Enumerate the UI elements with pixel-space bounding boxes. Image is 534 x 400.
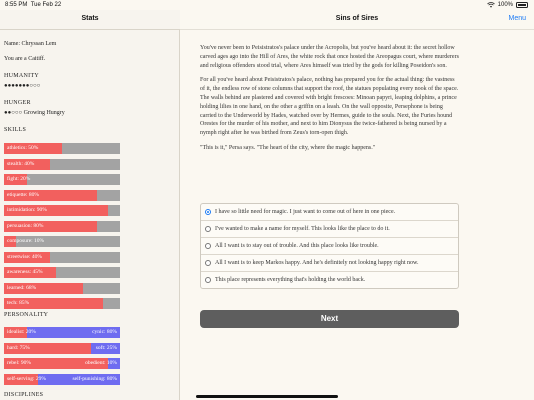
personality-bar [4,374,120,385]
humanity-heading: HUMANITY [4,73,40,79]
hunger-heading: HUNGER [4,100,31,106]
story-paragraph: "This is it," Persa says. "The heart of the city, where the magic happens." [200,144,376,151]
main-nav-bar [180,10,534,30]
skill-bar-label: learned: 68% [7,284,37,291]
choice-option[interactable] [201,238,458,255]
skill-bar [4,205,120,216]
skill-bar [4,159,120,170]
skill-bar-label: fight: 20% [7,176,31,182]
choice-option[interactable] [201,221,458,238]
humanity-dots: ●●●●●●●○○○ [4,83,41,89]
status-bar [0,0,534,10]
skill-bar [4,174,120,185]
skill-bar-label: streetwise: 40% [7,253,42,260]
sidebar-title: Stats [81,15,99,22]
radio-button[interactable] [205,226,211,232]
skill-bar-label: athletics: 50% [7,145,39,151]
personality-bar [4,343,120,354]
skill-bar-label: composure: 10% [7,238,45,244]
personality-left-label: hard: 75% [7,344,30,351]
personality-bar [4,358,120,369]
page-title: Sins of Sires [335,15,379,22]
battery-percent: 100% [497,2,513,8]
personality-left-label: rebel: 90% [7,360,31,366]
story-paragraph: You've never been to Peisistratos's palace under the Acropolis, but you've heard about it: the secret hollow carved ages ago into the Hill of Ares, the white rock that once hosted the Areopagus court, where murderers and religious offenders stood trial, where Ares himself was tried by the gods for killing Poseidon's son. [200,45,459,69]
skill-bar [4,190,120,201]
personality-left-label: self-serving: 29% [7,375,46,382]
status-time: 8:55 PM Tue Feb 22 [5,2,62,8]
choice-list [200,203,459,289]
story-text [200,44,460,159]
personality-right-label: obedient: 10% [85,360,117,366]
skills-heading: SKILLS [4,127,27,133]
radio-button[interactable] [205,243,211,249]
hunger-value: ●●○○○ Growing Hungry [4,110,65,116]
skill-bar [4,252,120,263]
choice-option[interactable] [201,255,458,272]
menu-button[interactable]: Menu [508,15,526,22]
skill-bar [4,143,120,154]
character-name: Name: Chryssan Lem [4,41,57,47]
choice-option[interactable] [201,272,458,288]
skill-bar-label: awareness: 45% [7,269,43,275]
caitiff-text: You are a Caitiff. [4,56,46,62]
skill-bar-label: persuasion: 80% [7,222,44,229]
skill-bar-label: stealth: 40% [7,160,35,167]
skill-bar [4,267,120,278]
skill-bar [4,283,120,294]
disciplines-heading: DISCIPLINES [4,392,44,398]
skill-bar [4,221,120,232]
choice-label: All I want is to stay out of trouble. And this place looks like trouble. [215,243,379,249]
next-button[interactable]: Next [200,310,459,328]
personality-left-label: idealist: 20% [7,329,36,335]
choice-label: I have so little need for magic. I just want to come out of here in one piece. [215,209,396,215]
skill-bar [4,298,120,309]
choice-label: This place represents everything that's holding the world back. [215,277,366,283]
home-indicator[interactable] [196,395,338,398]
skill-bar-label: intimidation: 90% [7,207,47,213]
status-right [487,2,528,8]
choice-label: All I want is to keep Markos happy. And he's definitely not looking happy right now. [215,260,419,266]
personality-right-label: cynic: 80% [92,329,117,335]
choice-option[interactable] [201,204,458,221]
radio-button[interactable] [205,277,211,283]
skill-bar-label: etiquette: 80% [7,191,39,198]
personality-heading: PERSONALITY [4,312,49,318]
story-paragraph: For all you've heard about Peisistratos's palace, nothing has prepared you for the actual thing: the vastness of it, the endless row of stone columns that support the roof, the statues populating every nook of the space. The walls behind are plastered and covered with bright frescoes: Minoan papyri, leaping dolphins, a prince holding lilies in one hand, on the other a griffin on a leash. On the wall opposite, Persephone is being carried to the Underworld by Hades, watched over by Hermes, guide to the souls. Next, the Furies hound Orestes for the murder of his mother, and next to him Dionysus the twice-fathered is being nursed by a nymph right after he was birthed from Zeus's torn-open thigh. [200,77,459,137]
radio-button[interactable] [205,209,211,215]
personality-right-label: soft: 25% [95,344,117,351]
personality-bar [4,327,120,338]
radio-button[interactable] [205,260,211,266]
choice-label: I've wanted to make a name for myself. This looks like the place to do it. [215,226,390,232]
skill-bar-label: tech: 85% [7,300,30,306]
sidebar-nav-bar [0,10,180,30]
personality-right-label: self-punishing: 80% [72,375,117,382]
stats-sidebar[interactable] [0,30,180,400]
wifi-icon [487,2,495,8]
skill-bar [4,236,120,247]
battery-icon [516,2,528,8]
